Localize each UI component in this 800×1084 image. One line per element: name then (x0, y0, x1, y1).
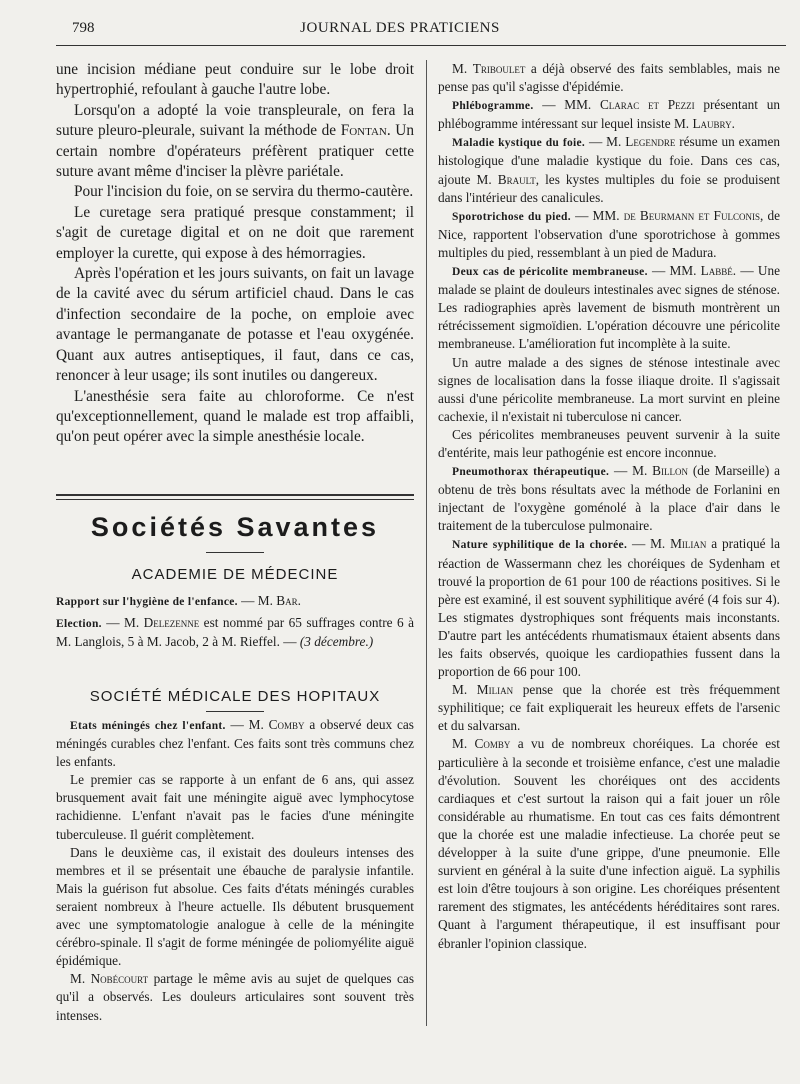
author-name: Labbé. (700, 263, 737, 279)
section-title: Sociétés Savantes (90, 512, 380, 542)
paragraph: Maladie kystique du foie. — M. Legendre résume un examen histologique d'une maladie kystique du foie. Dans ces cas, ajoute M. Brault, les kystes multiples du foie se produisent dans l'intérieur des canalicules. (438, 134, 780, 205)
hopitaux-section (56, 716, 414, 1025)
author-name: Milian (670, 536, 707, 552)
runin-heading: Nature syphilitique de la chorée. (452, 539, 628, 552)
paragraph: Deux cas de péricolite membraneuse. — MM. Labbé. — Une malade se plaint de douleurs intestinales avec signes de sténose. Les radiographies après lavement de bismuth montrèrent un rétrécissement sigmoïdien. L'opération découvre une péricolite membraneuse. L'amélioration fut incomplète à la suite. (438, 263, 780, 352)
author-name: Clarac et Pezzi (599, 97, 695, 113)
author-name: Laubry. (692, 116, 735, 132)
author-name: Legendre (625, 134, 676, 150)
page-header (0, 0, 800, 40)
section-double-rule (56, 494, 414, 500)
paragraph: Election. — M. Delezenne est nommé par 65 suffrages contre 6 à M. Langlois, 5 à M. Jacob, 2 à M. Rieffel. — (3 décembre.) (56, 615, 414, 650)
left-column (56, 60, 414, 448)
paragraph: Un autre malade a des signes de sténose intestinale avec signes de localisation dans la fosse iliaque droite. Il s'agissait aussi d'une péricolite membraneuse. La mort survint en pleine cachexie, il n'existait ni tuberculose ni cancer. (438, 354, 780, 424)
paragraph: Ces péricolites membraneuses peuvent survenir à la suite d'entérite, mais leur pathogénie est encore inconnue. (438, 426, 780, 460)
paragraph: Pour l'incision du foie, on se servira du thermo-cautère. (74, 183, 414, 201)
runin-heading: Pneumothorax thérapeutique. (452, 466, 610, 479)
author-name: Triboulet (472, 61, 526, 76)
running-title: JOURNAL DES PRATICIENS (300, 20, 500, 36)
author-name: Billon (652, 463, 688, 479)
academie-heading: ACADEMIE DE MÉDECINE (131, 566, 339, 583)
paragraph: M. Comby a vu de nombreux choréiques. La chorée est particulière à la seconde et troisième enfance, c'est une maladie d'évolution. Souvent les choréiques ont des accidents cardiaques et c'est surtout la raison qui a fait jouer un rôle considérable au rhumatisme. En tout cas ces faits démontrent que la chorée est une maladie infectieuse. La chorée peut se développer à la suite d'une grippe, d'une pneumonie. Elle survient en général à la suite d'une infection aiguë. La syphilis est loin d'être toujours à son origine. Les choréiques présentent rarement des stigmates, les antécédents héréditaires sont rares. Quant à l'argument thérapeutique, il est insuffisant pour ébranler l'opinion classique. (438, 736, 780, 951)
paragraph: M. Triboulet a déjà observé des faits semblables, mais ne pense pas qu'il s'agisse d'épidémie. (438, 61, 780, 95)
runin-heading: Maladie kystique du foie. (452, 137, 586, 150)
author-name: Comby (268, 717, 305, 732)
author-name: de Beurmann et Fulconis (623, 207, 760, 223)
paragraph: Pneumothorax thérapeutique. — M. Billon (de Marseille) a obtenu de très bons résultats avec la méthode de Forlanini en injectant de l'oxygène goménolé à la place d'air dans le traitement de la tuberculose pulmonaire. (438, 463, 781, 534)
hopitaux-heading: SOCIÉTÉ MÉDICALE DES HOPITAUX (89, 688, 381, 705)
title-rule (206, 552, 264, 553)
runin-heading: Election. (56, 618, 102, 631)
author-name: Fontan. (340, 122, 391, 140)
divider-rule (206, 711, 264, 712)
academie-section (56, 592, 414, 651)
runin-heading: Deux cas de péricolite membraneuse. (452, 266, 648, 279)
paragraph: Le curetage sera pratiqué presque constamment; il s'agit de curetage digital et on ne doit que rarement employer la curette, qui expose à des hémorragies. (56, 203, 414, 262)
header-rule (56, 45, 786, 46)
author-name: Comby (474, 736, 511, 752)
paragraph: Lorsqu'on a adopté la voie transpleurale, on fera la suture pleuro-pleurale, suivant la méthode de Fontan. Un certain nombre d'opérateurs préfèrent pratiquer cette suture avant même d'inciser la plèvre pariétale. (56, 101, 414, 181)
paragraph: Après l'opération et les jours suivants, on fait un lavage de la cavité avec du sérum artificiel chaud. Dans le cas d'infection secondaire de la poche, on emploie avec avantage le permanganate de potasse et l'eau oxygénée. Quant aux autres antiseptiques, il faut, dans ce cas, renoncer à leur usage; ils sont inutiles ou dangereux. (56, 265, 414, 385)
author-name: Delezenne (143, 615, 200, 631)
paragraph: Nature syphilitique de la chorée. — M. Milian a pratiqué la réaction de Wassermann chez les choréiques de Sydenham et trouvé la proportion de 61 pour 100 de réactions positives. Si le père est examiné, il est souvent syphilitique avéré (4 fois sur 4). Les stigmates dystrophiques sont fréquents mais inconstants. D'autre part les antécédents rhumatismaux étaient absents dans les faits observés, quoique les cardiopathies fussent dans la proportion de 66 pour 100. (438, 536, 780, 680)
runin-heading: Sporotrichose du pied. (452, 210, 571, 223)
paragraph: M. Nobécourt partage le même avis au sujet de quelques cas qu'il a observés. Les douleurs articulaires sont souvent très intenses. (56, 971, 414, 1023)
author-name: Milian (476, 682, 514, 698)
paragraph: L'anesthésie sera faite au chloroforme. Ce n'est qu'exceptionnellement, quand le malade est trop affaibli, qu'on peut opérer avec la simple anesthésie locale. (56, 387, 414, 446)
author-name: Brault (497, 171, 536, 187)
author-name: Nobécourt (90, 971, 149, 987)
runin-heading: Etats méningés chez l'enfant. (70, 720, 226, 732)
paragraph: M. Milian pense que la chorée est très fréquemment syphilitique; ce fait expliquerait les heureux effets de l'arsenic et du salvarsan. (438, 682, 780, 734)
runin-heading: Rapport sur l'hygiène de l'enfance. (56, 596, 238, 608)
paragraph: Etats méningés chez l'enfant. — M. Comby a observé deux cas méningés curables chez l'enfant. Ces faits sont très communs chez les enfants. (56, 717, 414, 770)
author-name: Bar. (276, 593, 301, 608)
paragraph: Dans le deuxième cas, il existait des douleurs intenses des membres et il se présentait une ébauche de paralysie infantile. Mais la guérison fut absolue. Ces faits d'états méningés curables seraient nombreux à l'heure actuelle. Ils débutent brusquement avec une symptomatologie analogue à celle de la méningite cérébro-spinale. Il s'agit de forme méningée de poliomyélite aiguë épidémique. (56, 844, 414, 969)
page-number: 798 (72, 20, 95, 36)
paragraph: Phlébogramme. — MM. Clarac et Pezzi présentant un phlébogramme intéressant sur lequel insiste M. Laubry. (438, 97, 780, 132)
column-divider (426, 60, 427, 1026)
paragraph: Sporotrichose du pied. — MM. de Beurmann et Fulconis, de Nice, rapportent l'observation d'une sporotrichose à gommes multiples du pied, ressemblant à un pied de Madura. (438, 207, 780, 260)
paragraph: Rapport sur l'hygiène de l'enfance. — M. Bar. (56, 593, 301, 608)
date: (3 décembre.) (299, 634, 374, 650)
right-column (438, 60, 780, 953)
paragraph: une incision médiane peut conduire sur le lobe droit hypertrophié, refoulant à gauche l'autre lobe. (56, 61, 414, 99)
paragraph: Le premier cas se rapporte à un enfant de 6 ans, qui assez brusquement avait fait une méningite aiguë avec lymphocytose rachidienne. L'enfant n'avait pas le facies d'une méningite tuberculeuse. Il guérit complètement. (56, 772, 414, 842)
runin-heading: Phlébogramme. (452, 100, 534, 113)
